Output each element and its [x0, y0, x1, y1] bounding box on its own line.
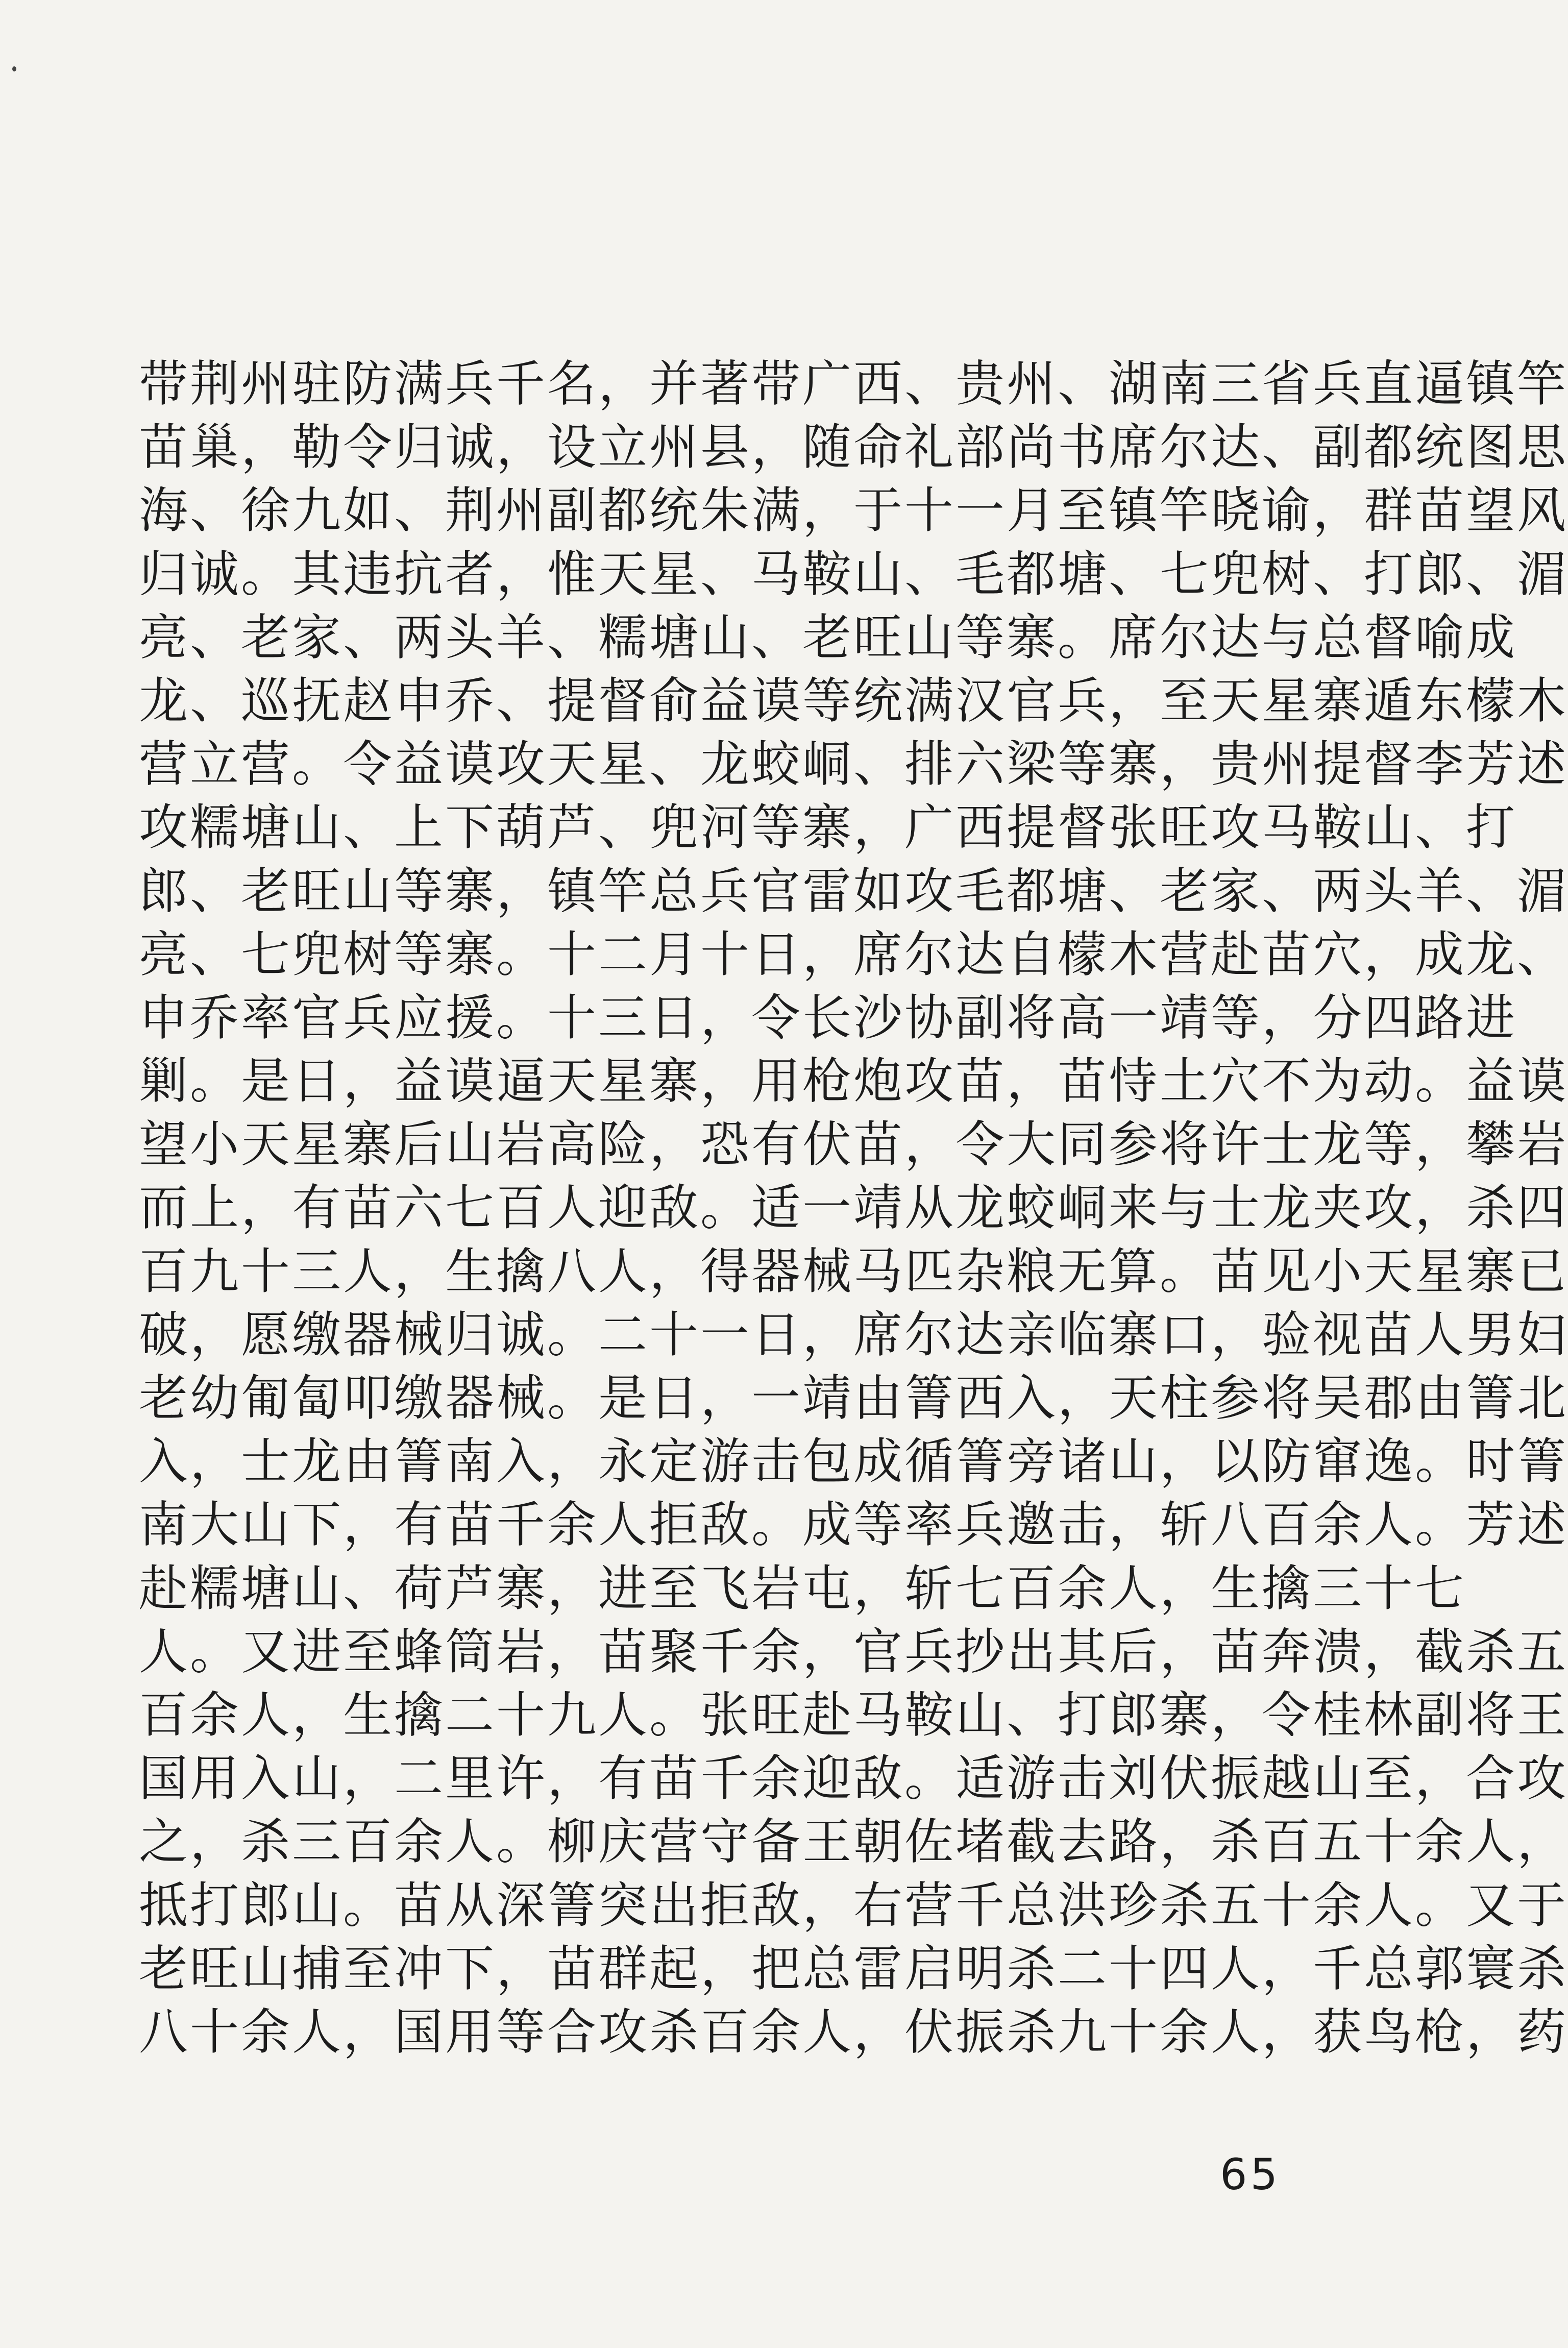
text-line: 申乔率官兵应援。十三日，令长沙协副将高一靖等，分四路进 — [139, 989, 1517, 1046]
text-line: 南大山下，有苗千余人拒敌。成等率兵邀击，斩八百余人。芳述 — [139, 1496, 1568, 1554]
text-line: 百余人，生擒二十九人。张旺赴马鞍山、打郎寨，令桂林副将王 — [139, 1686, 1568, 1744]
text-line: 亮、老家、两头羊、糯塘山、老旺山等寨。席尔达与总督喻成 — [139, 608, 1517, 666]
text-line: 望小天星寨后山岩高险，恐有伏苗，令大同参将许士龙等，攀岩 — [139, 1116, 1568, 1173]
text-line: 破，愿缴器械归诚。二十一日，席尔达亲临寨口，验视苗人男妇 — [139, 1306, 1568, 1363]
text-line: 带荆州驻防满兵千名，并著带广西、贵州、湖南三省兵直逼镇竿 — [139, 355, 1568, 412]
text-line: 人。又进至蜂筒岩，苗聚千余，官兵抄出其后，苗奔溃，截杀五 — [139, 1623, 1568, 1680]
text-line: 海、徐九如、荆州副都统朱满，于十一月至镇竿晓谕，群苗望风 — [139, 482, 1568, 540]
page-number: 65 — [1220, 2149, 1281, 2199]
text-line: 抵打郎山。苗从深箐突出拒敌，右营千总洪珍杀五十余人。又于 — [139, 1876, 1568, 1934]
print-speck — [12, 66, 16, 71]
text-line: 八十余人，国用等合攻杀百余人，伏振杀九十余人，获鸟枪，药 — [139, 2003, 1568, 2061]
text-line: 郎、老旺山等寨，镇竿总兵官雷如攻毛都塘、老家、两头羊、湄 — [139, 862, 1568, 920]
text-line: 攻糯塘山、上下葫芦、兜河等寨，广西提督张旺攻马鞍山、打 — [139, 799, 1517, 857]
text-line: 归诚。其违抗者，惟天星、马鞍山、毛都塘、七兜树、打郎、湄 — [139, 545, 1568, 603]
text-line: 营立营。令益谟攻天星、龙蛟峒、排六梁等寨，贵州提督李芳述 — [139, 736, 1568, 793]
text-line: 龙、巡抚赵申乔、提督俞益谟等统满汉官兵，至天星寨遁东檬木 — [139, 672, 1568, 729]
text-line: 入，士龙由箐南入，永定游击包成循箐旁诸山，以防窜逸。时箐 — [139, 1433, 1568, 1490]
text-line: 赴糯塘山、荷芦寨，进至飞岩屯，斩七百余人，生擒三十七 — [139, 1559, 1466, 1617]
text-line: 老旺山捕至冲下，苗群起，把总雷启明杀二十四人，千总郭寰杀 — [139, 1940, 1568, 1997]
text-line: 老幼匍匐叩缴器械。是日，一靖由箐西入，天柱参将吴郡由箐北 — [139, 1369, 1568, 1427]
text-line: 而上，有苗六七百人迎敌。适一靖从龙蛟峒来与士龙夹攻，杀四 — [139, 1179, 1568, 1237]
text-line: 剿。是日，益谟逼天星寨，用枪炮攻苗，苗恃土穴不为动。益谟 — [139, 1053, 1568, 1110]
text-line: 亮、七兜树等寨。十二月十日，席尔达自檬木营赴苗穴，成龙、 — [139, 925, 1568, 983]
text-line: 百九十三人，生擒八人，得器械马匹杂粮无算。苗见小天星寨已 — [139, 1242, 1568, 1300]
body-text — [139, 352, 1568, 2064]
text-line: 国用入山，二里许，有苗千余迎敌。适游击刘伏振越山至，合攻 — [139, 1750, 1568, 1807]
text-line: 苗巢，勒令归诚，设立州县，随命礼部尚书席尔达、副都统图思 — [139, 419, 1568, 476]
text-line: 之，杀三百余人。柳庆营守备王朝佐堵截去路，杀百五十余人， — [139, 1813, 1568, 1871]
